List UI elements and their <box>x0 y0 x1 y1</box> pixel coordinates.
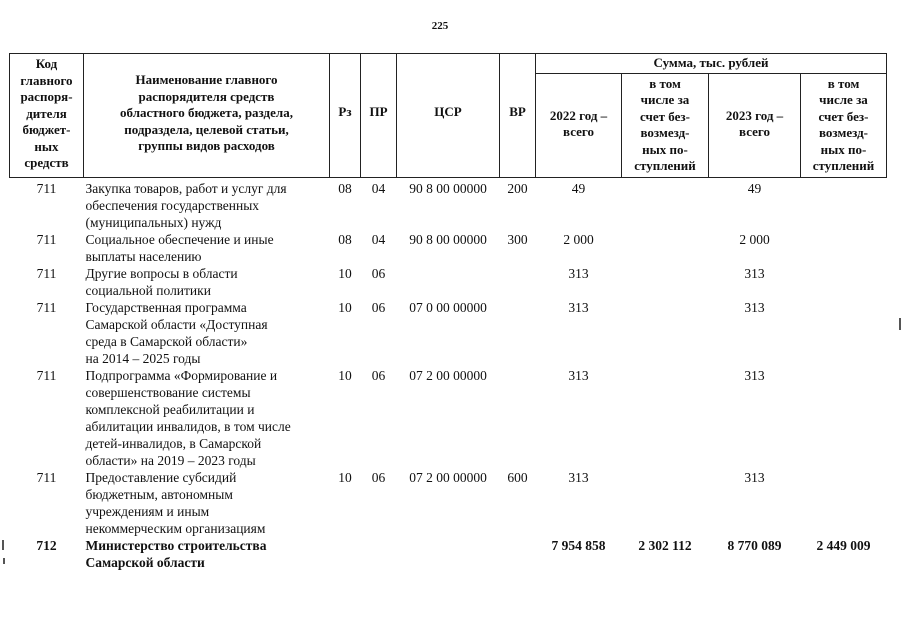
cell-code: 711 <box>36 265 57 281</box>
cell-csr <box>397 537 500 573</box>
cell-pr <box>361 537 397 573</box>
cell-csr: 90 8 00 00000 <box>409 180 487 196</box>
cell-2023-total: 49 <box>747 180 762 196</box>
cell-2023-free <box>801 177 887 231</box>
header-2023-total: 2023 год – всего <box>709 73 801 177</box>
cell-rz: 08 <box>338 180 352 196</box>
cell-name: Подпрограмма «Формирование и совершенствование системы комплексной реабилитации и абилитации инвалидов, в том числе детей-инвалидов, в Самарской области» на 2019 – 2023 годы <box>85 367 291 468</box>
header-2022-total: 2022 год – всего <box>536 73 622 177</box>
cell-2023-free: 2 449 009 <box>816 537 871 553</box>
cell-vr <box>500 367 536 469</box>
cell-2023-total: 2 000 <box>739 231 770 247</box>
header-2023-free: в том числе за счет без- возмезд- ных по- ступлений <box>801 73 887 177</box>
header-name: Наименование главного распорядителя средств областного бюджета, раздела, подраздела, целевой статьи, группы видов расходов <box>84 54 330 178</box>
cell-vr <box>500 537 536 573</box>
cell-2023-free <box>801 367 887 469</box>
cell-code: 711 <box>36 180 57 196</box>
header-2022-free: в том числе за счет без- возмезд- ных по- ступлений <box>622 73 709 177</box>
cell-name: Предоставление субсидий бюджетным, автономным учреждениям и иным некоммерческим организациям <box>85 469 266 536</box>
page-number: 225 <box>431 20 449 32</box>
cell-vr <box>500 265 536 299</box>
cell-csr: 07 0 00 00000 <box>409 299 487 315</box>
budget-table <box>9 53 887 573</box>
cell-pr: 06 <box>371 469 386 485</box>
table-row <box>10 299 887 367</box>
cell-rz: 08 <box>338 231 352 247</box>
table-header <box>10 54 887 178</box>
scan-artifact <box>2 540 4 550</box>
cell-2022-total: 313 <box>568 367 589 383</box>
cell-2023-free <box>801 265 887 299</box>
cell-2023-total: 313 <box>744 469 765 485</box>
header-csr: ЦСР <box>397 54 500 178</box>
cell-csr: 07 2 00 00000 <box>409 469 487 485</box>
cell-2022-total: 313 <box>568 299 589 315</box>
cell-2023-free <box>801 231 887 265</box>
cell-rz <box>330 537 361 573</box>
cell-code: 711 <box>36 299 57 315</box>
cell-2022-free <box>622 231 709 265</box>
cell-vr: 200 <box>507 180 528 196</box>
cell-2023-total: 313 <box>744 265 765 281</box>
cell-rz: 10 <box>338 367 352 383</box>
cell-2023-free <box>801 469 887 537</box>
cell-code: 711 <box>36 231 57 247</box>
cell-2023-total: 313 <box>744 367 765 383</box>
cell-name: Другие вопросы в области социальной политики <box>85 265 238 298</box>
cell-pr: 06 <box>371 265 386 281</box>
header-rz: Рз <box>330 54 361 178</box>
cell-pr: 06 <box>371 299 386 315</box>
header-code: Код главного распоря- дителя бюджет- ных средств <box>10 54 84 178</box>
table-body <box>10 177 887 573</box>
table-row <box>10 469 887 537</box>
scan-artifact <box>3 558 5 564</box>
cell-2022-total: 2 000 <box>563 231 594 247</box>
cell-2022-free: 2 302 112 <box>638 537 692 553</box>
cell-2022-total: 313 <box>568 469 589 485</box>
cell-vr <box>500 299 536 367</box>
table-row <box>10 537 887 573</box>
cell-2023-free <box>801 299 887 367</box>
table-row <box>10 177 887 231</box>
cell-2023-total: 8 770 089 <box>727 537 782 553</box>
cell-pr: 04 <box>371 180 386 196</box>
cell-code: 711 <box>36 367 57 383</box>
cell-name: Министерство строительства Самарской области <box>85 537 267 570</box>
cell-name: Закупка товаров, работ и услуг для обеспечения государственных (муниципальных) нужд <box>85 180 287 230</box>
cell-pr: 04 <box>371 231 386 247</box>
header-vr: ВР <box>500 54 536 178</box>
cell-code: 711 <box>36 469 57 485</box>
table-row <box>10 367 887 469</box>
cell-rz: 10 <box>338 265 352 281</box>
cell-vr: 300 <box>507 231 528 247</box>
header-pr: ПР <box>361 54 397 178</box>
cell-2022-free <box>622 299 709 367</box>
cell-code: 712 <box>36 537 57 553</box>
cell-2022-free <box>622 265 709 299</box>
table-row <box>10 265 887 299</box>
cell-2022-total: 49 <box>571 180 586 196</box>
cell-rz: 10 <box>338 299 352 315</box>
cell-2022-total: 7 954 858 <box>551 537 606 553</box>
cell-2022-free <box>622 177 709 231</box>
cell-csr: 90 8 00 00000 <box>409 231 487 247</box>
cell-rz: 10 <box>338 469 352 485</box>
cell-2022-total: 313 <box>568 265 589 281</box>
cell-csr <box>397 265 500 299</box>
cell-2023-total: 313 <box>744 299 765 315</box>
cell-csr: 07 2 00 00000 <box>409 367 487 383</box>
header-sum-group: Сумма, тыс. рублей <box>536 54 887 74</box>
cell-name: Социальное обеспечение и иные выплаты населению <box>85 231 274 264</box>
scan-artifact <box>899 318 901 330</box>
cell-2022-free <box>622 367 709 469</box>
cell-name: Государственная программа Самарской области «Доступная среда в Самарской области» на 2014 – 2025 годы <box>85 299 268 366</box>
cell-vr: 600 <box>507 469 528 485</box>
cell-pr: 06 <box>371 367 386 383</box>
table-row <box>10 231 887 265</box>
cell-2022-free <box>622 469 709 537</box>
